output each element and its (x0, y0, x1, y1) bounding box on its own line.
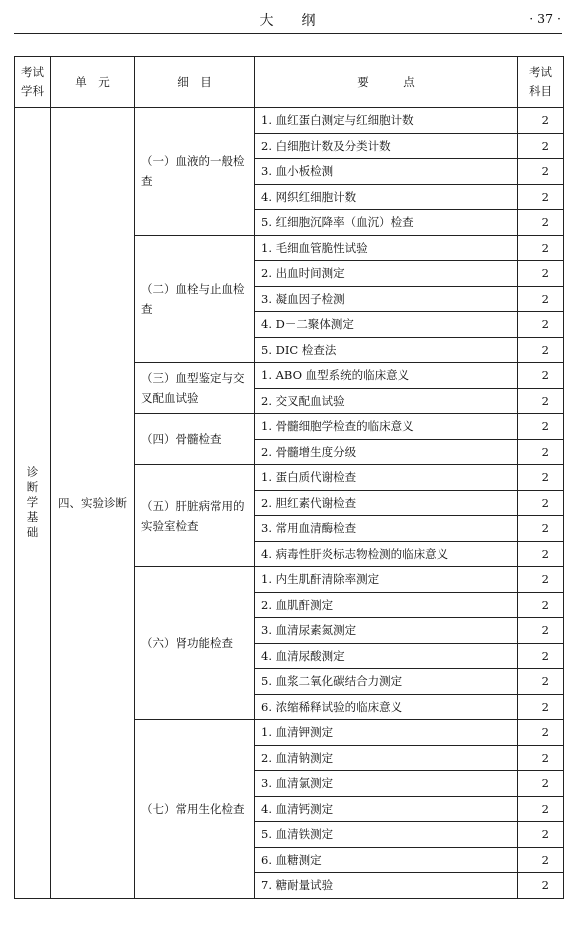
page-header-title (0, 10, 575, 30)
point-cell: 3. 凝血因子检测 (255, 286, 518, 312)
point-cell: 1. 血红蛋白测定与红细胞计数 (255, 108, 518, 134)
level-cell: 2 (518, 822, 564, 848)
table-header-row (15, 57, 564, 108)
level-cell: 2 (518, 235, 564, 261)
level-cell: 2 (518, 541, 564, 567)
level-cell: 2 (518, 873, 564, 899)
level-cell: 2 (518, 490, 564, 516)
point-cell: 3. 常用血清酶检查 (255, 516, 518, 542)
level-cell: 2 (518, 592, 564, 618)
point-cell: 1. 血清钾测定 (255, 720, 518, 746)
level-cell: 2 (518, 159, 564, 185)
point-cell: 1. 内生肌酐清除率测定 (255, 567, 518, 593)
point-cell: 4. 血清尿酸测定 (255, 643, 518, 669)
col-header-level: 考试科目 (518, 57, 564, 108)
level-cell: 2 (518, 516, 564, 542)
header-title-left: 大 (259, 13, 274, 29)
level-cell: 2 (518, 567, 564, 593)
point-cell: 4. 血清钙测定 (255, 796, 518, 822)
point-cell: 5. 血浆二氧化碳结合力测定 (255, 669, 518, 695)
point-cell: 2. 骨髓增生度分级 (255, 439, 518, 465)
point-cell: 4. 网织红细胞计数 (255, 184, 518, 210)
table-row (15, 108, 564, 134)
detail-cell: （四）骨髓检查 (135, 414, 255, 465)
unit-cell: 四、实验诊断 (51, 108, 135, 899)
header-rule (14, 33, 562, 34)
level-cell: 2 (518, 184, 564, 210)
point-cell: 1. 蛋白质代谢检查 (255, 465, 518, 491)
point-cell: 4. 病毒性肝炎标志物检测的临床意义 (255, 541, 518, 567)
point-cell: 1. ABO 血型系统的临床意义 (255, 363, 518, 389)
level-cell: 2 (518, 414, 564, 440)
level-cell: 2 (518, 796, 564, 822)
detail-cell: （一）血液的一般检查 (135, 108, 255, 236)
level-cell: 2 (518, 618, 564, 644)
detail-cell: （七）常用生化检查 (135, 720, 255, 899)
level-cell: 2 (518, 745, 564, 771)
level-cell: 2 (518, 261, 564, 287)
point-cell: 5. 血清铁测定 (255, 822, 518, 848)
level-cell: 2 (518, 669, 564, 695)
col-header-detail: 细 目 (135, 57, 255, 108)
point-cell: 6. 血糖测定 (255, 847, 518, 873)
level-cell: 2 (518, 210, 564, 236)
level-cell: 2 (518, 643, 564, 669)
point-cell: 4. D－二聚体测定 (255, 312, 518, 338)
level-cell: 2 (518, 465, 564, 491)
level-cell: 2 (518, 108, 564, 134)
level-cell: 2 (518, 771, 564, 797)
table-body (15, 108, 564, 899)
point-cell: 5. DIC 检查法 (255, 337, 518, 363)
detail-cell: （五）肝脏病常用的实验室检查 (135, 465, 255, 567)
point-cell: 2. 白细胞计数及分类计数 (255, 133, 518, 159)
detail-cell: （三）血型鉴定与交叉配血试验 (135, 363, 255, 414)
syllabus-table (14, 56, 564, 899)
point-cell: 2. 血清钠测定 (255, 745, 518, 771)
point-cell: 2. 血肌酐测定 (255, 592, 518, 618)
level-cell: 2 (518, 337, 564, 363)
col-header-subject: 考试学科 (15, 57, 51, 108)
point-cell: 2. 胆红素代谢检查 (255, 490, 518, 516)
level-cell: 2 (518, 286, 564, 312)
level-cell: 2 (518, 133, 564, 159)
point-cell: 6. 浓缩稀释试验的临床意义 (255, 694, 518, 720)
subject-label: 诊断学基础 (26, 465, 39, 540)
point-cell: 1. 毛细血管脆性试验 (255, 235, 518, 261)
header-title-right: 纲 (301, 13, 316, 29)
level-cell: 2 (518, 388, 564, 414)
col-header-unit: 单 元 (51, 57, 135, 108)
point-cell: 3. 血清尿素氮测定 (255, 618, 518, 644)
subject-cell (15, 108, 51, 899)
level-cell: 2 (518, 847, 564, 873)
point-cell: 3. 血清氯测定 (255, 771, 518, 797)
point-cell: 2. 交叉配血试验 (255, 388, 518, 414)
level-cell: 2 (518, 720, 564, 746)
page-number: · 37 · (529, 11, 561, 26)
point-cell: 2. 出血时间测定 (255, 261, 518, 287)
detail-cell: （二）血栓与止血检查 (135, 235, 255, 363)
level-cell: 2 (518, 694, 564, 720)
point-cell: 7. 糖耐量试验 (255, 873, 518, 899)
level-cell: 2 (518, 312, 564, 338)
point-cell: 3. 血小板检测 (255, 159, 518, 185)
detail-cell: （六）肾功能检查 (135, 567, 255, 720)
level-cell: 2 (518, 439, 564, 465)
col-header-points: 要 点 (255, 57, 518, 108)
level-cell: 2 (518, 363, 564, 389)
point-cell: 1. 骨髓细胞学检查的临床意义 (255, 414, 518, 440)
point-cell: 5. 红细胞沉降率（血沉）检查 (255, 210, 518, 236)
